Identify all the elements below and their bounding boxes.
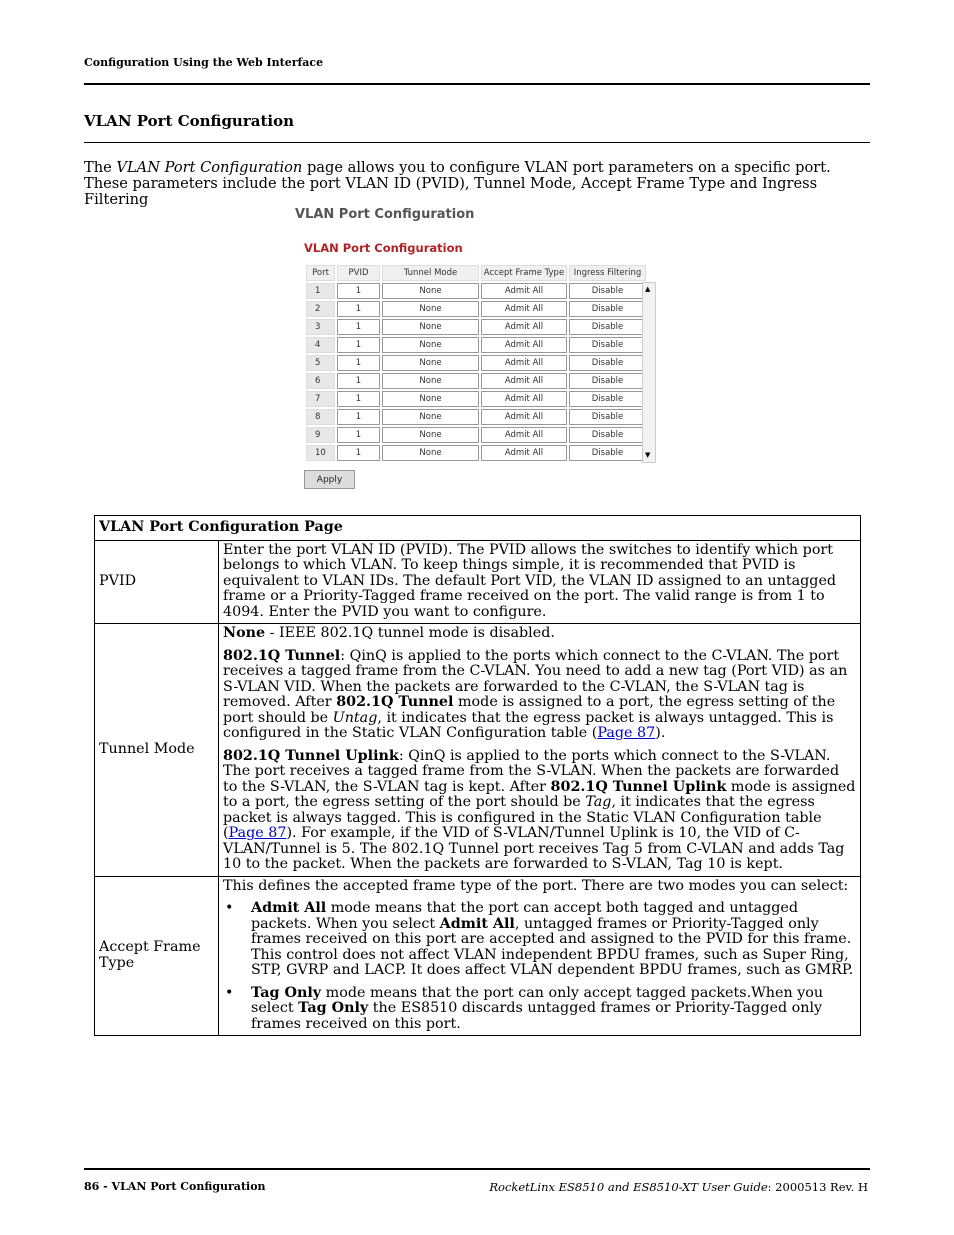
list-item-admit-all: • Admit All mode means that the port can accept both tagged and untagged packets. When you select Admit All, untagged frames or Priority-Tagged only frames received on this port are accepted and assigned to the PVID for this frame. This control does not affect VLAN independent BPDU frames, such as Super Ring, STP, GVRP and LACP. It does affect VLAN dependent BPDU frames, such as GMRP. [223, 901, 856, 979]
vlan-port-grid [304, 263, 651, 463]
pvid-input[interactable]: 1 [337, 373, 380, 389]
pvid-input[interactable]: 1 [337, 391, 380, 407]
table-row [306, 409, 646, 425]
tunnel-mode-select[interactable]: None [382, 355, 479, 371]
ingress-filtering-select[interactable]: Disable [569, 301, 646, 317]
table-row [306, 337, 646, 353]
row-tunnel-mode [95, 624, 861, 877]
row-accept-frame-type [95, 876, 861, 1036]
tunnel-mode-description [219, 624, 861, 877]
accept-frame-type-select[interactable]: Admit All [481, 445, 567, 461]
pvid-label: PVID [95, 540, 219, 624]
port-cell: 3 [306, 319, 335, 335]
pvid-input[interactable]: 1 [337, 337, 380, 353]
tunnel-mode-select[interactable]: None [382, 391, 479, 407]
accept-frame-type-select[interactable]: Admit All [481, 409, 567, 425]
pvid-input[interactable]: 1 [337, 283, 380, 299]
tunnel-8021q-paragraph: 802.1Q Tunnel: QinQ is applied to the ports which connect to the C-VLAN. The port receives a tagged frame from the C-VLAN. You need to add a new tag (Port VID) as an S-VLAN VID. When the packets are forwarded to the C-VLAN, the S-VLAN tag is removed. After 802.1Q Tunnel mode is assigned to a port, the egress setting of the port should be Untag, it indicates that the egress packet is always untagged. This is configured in the Static VLAN Configuration table (Page 87). [223, 647, 848, 741]
accept-frame-type-select[interactable]: Admit All [481, 283, 567, 299]
port-cell: 1 [306, 283, 335, 299]
accept-mode-list [223, 901, 856, 1032]
port-cell: 7 [306, 391, 335, 407]
ingress-filtering-select[interactable]: Disable [569, 427, 646, 443]
list-item-tag-only: • Tag Only mode means that the port can only accept tagged packets.When you select Tag Only the ES8510 discards untagged frames or Priority-Tagged only frames received on this port. [223, 986, 856, 1033]
accept-frame-type-select[interactable]: Admit All [481, 373, 567, 389]
pvid-input[interactable]: 1 [337, 301, 380, 317]
pvid-input[interactable]: 1 [337, 409, 380, 425]
port-cell: 8 [306, 409, 335, 425]
col-port: Port [306, 265, 335, 281]
col-ingress-filtering: Ingress Filtering [569, 265, 646, 281]
accept-frame-type-select[interactable]: Admit All [481, 301, 567, 317]
ingress-filtering-select[interactable]: Disable [569, 355, 646, 371]
tunnel-mode-select[interactable]: None [382, 319, 479, 335]
ingress-filtering-select[interactable]: Disable [569, 373, 646, 389]
tunnel-mode-select[interactable]: None [382, 427, 479, 443]
pvid-input[interactable]: 1 [337, 355, 380, 371]
grid-header-row [306, 265, 646, 281]
tunnel-mode-select[interactable]: None [382, 301, 479, 317]
accept-frame-type-select[interactable]: Admit All [481, 427, 567, 443]
pvid-input[interactable]: 1 [337, 445, 380, 461]
accept-frame-type-label: Accept Frame Type [95, 876, 219, 1036]
footer-rule [84, 1168, 870, 1170]
pvid-description: Enter the port VLAN ID (PVID). The PVID allows the switches to identify which port belongs to which VLAN. To keep things simple, it is recommended that PVID is equivalent to VLAN IDs. The default Port VID, the VLAN ID assigned to an untagged frame or a Priority-Tagged frame received on the port. The valid range is from 1 to 4094. Enter the PVID you want to configure. [219, 540, 861, 624]
port-cell: 2 [306, 301, 335, 317]
description-table [94, 515, 861, 1036]
running-header: Configuration Using the Web Interface [84, 56, 324, 69]
table-row [306, 373, 646, 389]
header-rule [84, 83, 870, 85]
tunnel-mode-select[interactable]: None [382, 445, 479, 461]
pvid-input[interactable]: 1 [337, 427, 380, 443]
accept-frame-type-select[interactable]: Admit All [481, 355, 567, 371]
section-rule [84, 142, 870, 143]
tunnel-mode-select[interactable]: None [382, 373, 479, 389]
ingress-filtering-select[interactable]: Disable [569, 319, 646, 335]
tunnel-uplink-paragraph: 802.1Q Tunnel Uplink: QinQ is applied to the ports which connect to the S-VLAN. The port receives a tagged frame from the S-VLAN. When the packets are forwarded to the S-VLAN, the S-VLAN tag is kept. After 802.1Q Tunnel Uplink mode is assigned to a port, the egress setting of the port should be Tag, it indicates that the egress packet is always tagged. This is configured in the Static VLAN Configuration table (Page 87). For example, if the VID of S-VLAN/Tunnel Uplink is 10, the VID of C-VLAN/Tunnel is 5. The 802.1Q Tunnel port receives Tag 5 from C-VLAN and adds Tag 10 to the packet. When the packets are forwarded to S-VLAN, Tag 10 is kept. [223, 747, 856, 872]
tunnel-mode-select[interactable]: None [382, 283, 479, 299]
footer-guide-title: RocketLinx ES8510 and ES8510-XT User Guide: 2000513 Rev. H [489, 1180, 868, 1194]
grid-scrollbar[interactable] [642, 282, 656, 463]
tunnel-mode-label: Tunnel Mode [95, 624, 219, 877]
table-heading: VLAN Port Configuration Page [95, 516, 861, 541]
tunnel-mode-select[interactable]: None [382, 409, 479, 425]
table-row [306, 355, 646, 371]
footer-page-label: 86 - VLAN Port Configuration [84, 1180, 266, 1193]
table-row [306, 391, 646, 407]
port-cell: 5 [306, 355, 335, 371]
port-cell: 9 [306, 427, 335, 443]
section-title: VLAN Port Configuration [84, 112, 294, 130]
scroll-up-icon[interactable]: ▲ [645, 285, 651, 293]
tunnel-mode-select[interactable]: None [382, 337, 479, 353]
table-row [306, 445, 646, 461]
intro-paragraph: The VLAN Port Configuration page allows you to configure VLAN port parameters on a specific port. These parameters include the port VLAN ID (PVID), Tunnel Mode, Accept Frame Type and Ingress Filtering [84, 159, 831, 208]
ingress-filtering-select[interactable]: Disable [569, 283, 646, 299]
screenshot-subtitle: VLAN Port Configuration [304, 241, 463, 255]
accept-frame-type-select[interactable]: Admit All [481, 319, 567, 335]
accept-frame-type-select[interactable]: Admit All [481, 337, 567, 353]
col-tunnel-mode: Tunnel Mode [382, 265, 479, 281]
accept-frame-type-description [219, 876, 861, 1036]
screenshot-page-title: VLAN Port Configuration [295, 207, 475, 222]
col-pvid: PVID [337, 265, 380, 281]
page-87-link[interactable]: Page 87 [228, 825, 287, 841]
table-row [306, 283, 646, 299]
accept-intro: This defines the accepted frame type of the port. There are two modes you can select: [223, 877, 849, 894]
ingress-filtering-select[interactable]: Disable [569, 391, 646, 407]
ingress-filtering-select[interactable]: Disable [569, 445, 646, 461]
ingress-filtering-select[interactable]: Disable [569, 409, 646, 425]
ingress-filtering-select[interactable]: Disable [569, 337, 646, 353]
table-row [306, 301, 646, 317]
table-row [306, 427, 646, 443]
port-cell: 6 [306, 373, 335, 389]
port-cell: 10 [306, 445, 335, 461]
table-row [306, 319, 646, 335]
scroll-down-icon[interactable]: ▼ [645, 451, 651, 459]
pvid-input[interactable]: 1 [337, 319, 380, 335]
accept-frame-type-select[interactable]: Admit All [481, 391, 567, 407]
apply-button[interactable]: Apply [304, 470, 355, 489]
col-accept-frame-type: Accept Frame Type [481, 265, 567, 281]
page-87-link[interactable]: Page 87 [597, 725, 656, 741]
row-pvid [95, 540, 861, 624]
port-cell: 4 [306, 337, 335, 353]
tunnel-none-paragraph: None - IEEE 802.1Q tunnel mode is disabled. [223, 625, 555, 641]
